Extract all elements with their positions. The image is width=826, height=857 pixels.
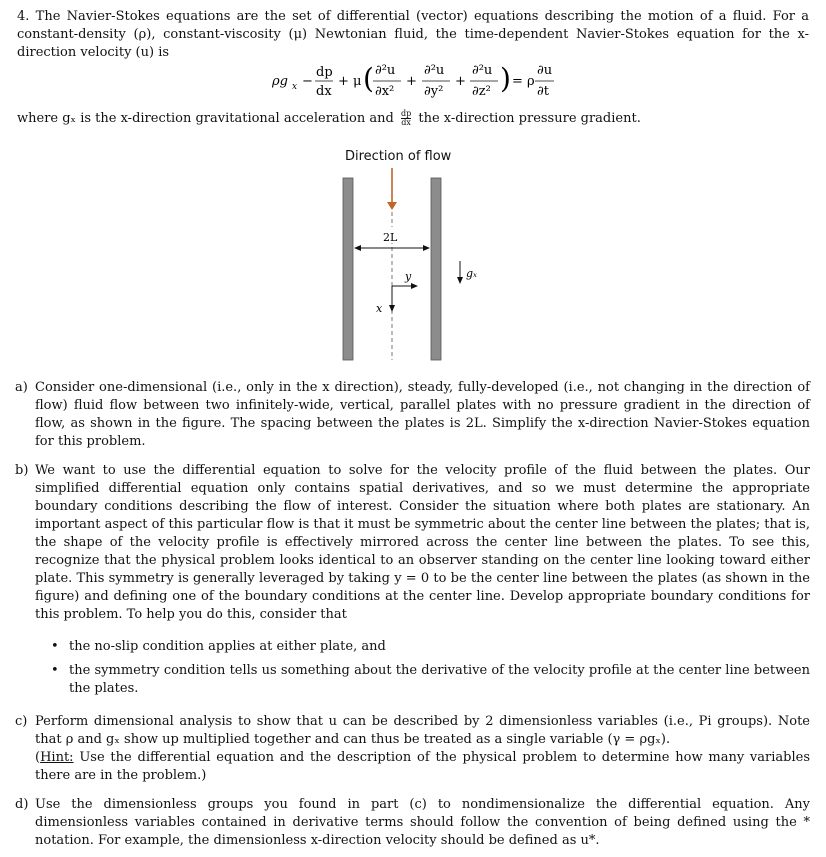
eq-minus: − [302,74,313,89]
intro-text: The Navier-Stokes equations are the set of differential (vector) equations describing the motion of a fluid. For a constant-density (ρ), constant-viscosity (μ) Newtonian fluid, the time-dependent Navier-Stokes equation for the x-direction velocity (u) is [17,9,809,60]
hint-text: Use the differential equation and the description of the physical problem to determine how many variables there are in the problem.) [35,750,810,783]
part-b [15,462,810,704]
list-item: • the no-slip condition applies at either plate, and [35,638,810,656]
hint-label: Hint: [40,750,74,765]
figure-title: Direction of flow [345,149,452,164]
flow-arrow-head [387,202,397,210]
part-a-marker: a) [15,380,28,395]
gravity-label: gₓ [466,267,477,280]
right-plate [431,178,441,360]
eq-plus-mu: + μ [338,74,362,89]
eq-d2u-3: ∂²u [472,63,493,78]
x-axis-label: x [376,302,383,315]
eq-equals-rho: = ρ [512,74,535,89]
part-a-text: Consider one-dimensional (i.e., only in the x direction), steady, fully-developed (i.e., not changing in the direction of flow) fluid flow between two infinitely-wide, vertical, parallel plates with no pressure gradient in the direction of flow, as shown in the figure. The spacing between the plates is 2L. Simplify the x-direction Navier-Stokes equation for this problem. [35,380,810,449]
flow-figure [0,164,826,364]
eq-dp: dp [316,65,333,80]
eq-plus-2: + [455,74,466,89]
part-a [15,379,810,451]
part-b-text: We want to use the differential equation to solve for the velocity profile of the fluid between the plates. Our simplified differential equation only contains spatial derivatives, and so we must determine the appropriate boundary conditions describing the flow of interest. Consider the situation where both plates are stationary. An important aspect of this particular flow is that it must be symmetric about the center line between the plates; that is, the shape of the velocity profile is effectively mirrored across the center line between the plates. To see this, recognize that the physical problem looks identical to an observer standing on the center line looking toward either plate. This symmetry is generally leveraged by taking y = 0 to be the center line between the plates (as shown in the figure) and defining one of the boundary conditions at the center line. Develop appropriate boundary conditions for this problem. To help you do this, consider that [35,463,810,622]
part-d-marker: d) [15,797,29,812]
where-line [17,110,809,128]
part-b-marker: b) [15,463,29,478]
problem-number: 4. [17,9,30,24]
eq-d2u-2: ∂²u [424,63,445,78]
eq-dx: dx [316,84,332,99]
eq-dy2: ∂y² [424,84,444,99]
eq-rho-g: ρg [272,74,288,89]
eq-d2u-1: ∂²u [375,63,396,78]
eq-dt: ∂t [537,84,549,99]
eq-dz2: ∂z² [472,84,491,99]
eq-dx2: ∂x² [375,84,395,99]
part-c-marker: c) [15,714,28,729]
part-c: c) Perform dimensional analysis to show that u can be described by 2 dimensionless variables (i.e., Pi groups). Note that ρ and gₓ show up multiplied together and can thus be treated as a single variable (γ = ρgₓ). (Hint: Use the differential equation and the description of the physical problem to determine how many variables there are in the problem.) [15,714,810,783]
where-fraction: $\frac{dp}{dx}$ [400,109,412,127]
part-d-text: Use the dimensionless groups you found in part (c) to nondimensionalize the differential equation. Any dimensionless variables contained in derivative terms should follow the convention of being defined using the * notation. For example, the dimensionless x-direction velocity should be defined as u*. [35,797,810,848]
spacing-label: 2L [383,231,398,244]
svg-text:(: ( [363,62,374,95]
svg-text:): ) [500,62,511,95]
y-axis-label: y [405,270,412,283]
eq-g-sub: x [292,82,298,92]
where-tail: the x-direction pressure gradient. [418,111,641,126]
where-text: where gₓ is the x-direction gravitational acceleration and [17,111,394,126]
navier-stokes-equation [0,54,826,164]
part-b-bullets [35,638,810,698]
part-c-text: Perform dimensional analysis to show that u can be described by 2 dimensionless variables (i.e., Pi groups). Note that ρ and gₓ show up multiplied together and can thus be treated as a single variable (γ = ρgₓ). [35,714,810,747]
list-item: • the symmetry condition tells us something about the derivative of the velocity profile at the center line between the plates. [35,662,810,698]
part-d [15,796,810,850]
eq-plus-1: + [406,74,417,89]
left-plate [343,178,353,360]
eq-du: ∂u [537,63,553,78]
